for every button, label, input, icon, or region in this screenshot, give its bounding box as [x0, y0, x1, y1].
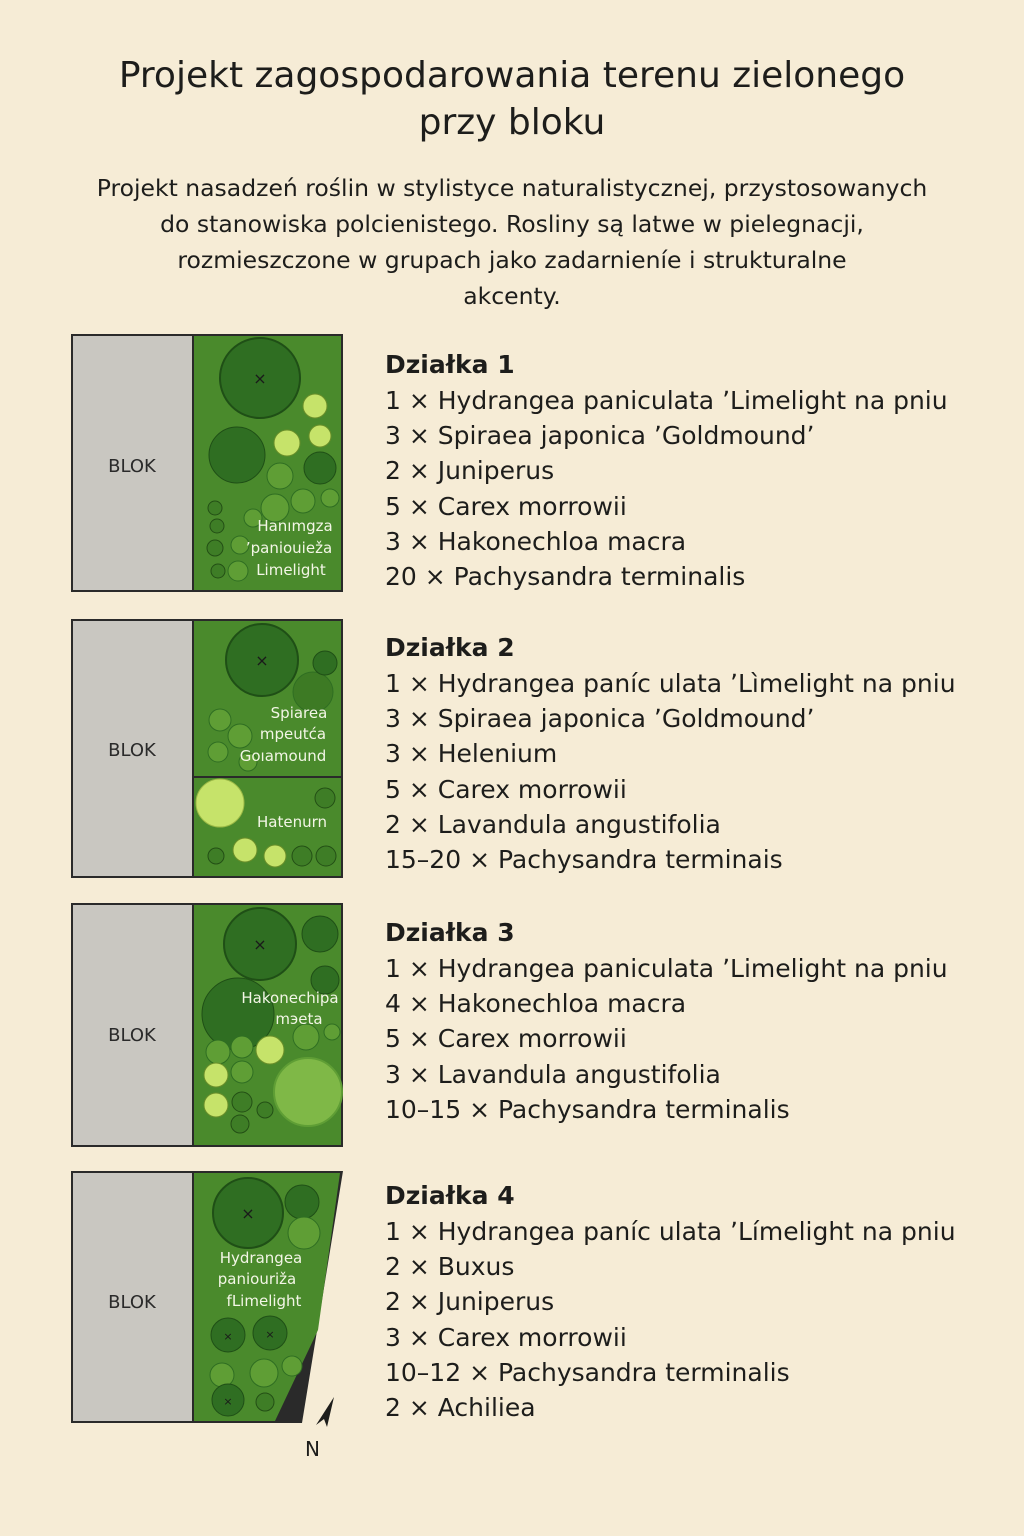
carex-clump [282, 1356, 302, 1376]
carex-clump [267, 463, 293, 489]
plant-item: 2 × Lavandula angustifolia [385, 809, 721, 839]
spiraea-shrub [309, 425, 331, 447]
plot-3-list [385, 915, 1005, 1127]
plot-4-plan [70, 1170, 346, 1424]
plant-item: 10–12 × Pachysandra terminalis [385, 1357, 790, 1387]
plant-item: 10–15 × Pachysandra terminalis [385, 1094, 790, 1124]
pachysandra [207, 540, 223, 556]
hakonechloa-clump [302, 916, 338, 952]
map-label: paniouriža [217, 1270, 297, 1288]
map-label: Hydrangea [219, 1249, 303, 1267]
lavandula [204, 1063, 228, 1087]
plant-item: 3 × Spiraea japonica ʼGoldmoundʼ [385, 421, 815, 451]
plant-item: 15–20 × Pachysandra terminais [385, 844, 783, 874]
carex-clump [324, 1024, 340, 1040]
plant-marker: × [223, 1395, 233, 1408]
intro-line: do stanowiska polcienistego. Rosliny są latwe w pielegnacji, [160, 210, 864, 238]
lavandula [231, 1061, 253, 1083]
plant-item: 1 × Hydrangea paníc ulata ʼLìmelight na pniu [385, 669, 956, 698]
carex-clump [321, 489, 339, 507]
plant-item: 2 × Achiliea [385, 1392, 536, 1422]
buxus-shrub [288, 1217, 320, 1249]
map-label: Goıamound [239, 747, 327, 765]
juniperus-shrub [209, 427, 265, 483]
carex-clump [228, 724, 252, 748]
pachysandra [211, 564, 225, 578]
plot-1-plan [70, 333, 346, 595]
carex-clump [209, 709, 231, 731]
plant-item: 1 × Hydrangea paniculata ʼLimelight na pniu [385, 954, 948, 983]
block-label: BLOK [108, 740, 156, 761]
juniperus-shrub [304, 452, 336, 484]
pachysandra [231, 1115, 249, 1133]
map-label: Hanımgza [257, 517, 333, 535]
spiraea-shrub [274, 430, 300, 456]
plot-2-map [70, 618, 346, 880]
tree-marker: × [253, 369, 267, 388]
plant-item: 5 × Carex morrowii [385, 491, 627, 521]
spiraea-shrub [303, 394, 327, 418]
pachysandra [316, 846, 336, 866]
plant-item: 20 × Pachysandra terminalis [385, 561, 746, 591]
block-label: BLOK [108, 1292, 156, 1313]
pachysandra [315, 788, 335, 808]
plant-item: 3 × Helenium [385, 739, 558, 769]
plot-heading: Działka 3 [385, 918, 515, 947]
plot-4-list [385, 1178, 1005, 1425]
plant-marker: × [223, 1330, 233, 1343]
helenium [196, 779, 244, 827]
plant-item: 3 × Hakonechloa macra [385, 526, 687, 556]
carex-clump [231, 1036, 253, 1058]
pachysandra-bed [274, 1058, 342, 1126]
plant-item: 5 × Carex morrowii [385, 774, 627, 804]
plant-item: 2 × Buxus [385, 1252, 515, 1282]
carex-clump [208, 742, 228, 762]
plot-3-plan [70, 902, 346, 1148]
pachysandra [232, 1092, 252, 1112]
block-label: BLOK [108, 456, 156, 477]
pachysandra [208, 848, 224, 864]
plant-item: 5 × Carex morrowii [385, 1024, 627, 1054]
plant-item: 1 × Hydrangea paníc ulata ʼLímelight na pniu [385, 1217, 956, 1246]
pachysandra [210, 519, 224, 533]
plot-2-plan [70, 618, 346, 880]
carex-clump [291, 489, 315, 513]
lavandula [233, 838, 257, 862]
pachysandra [292, 846, 312, 866]
carex-clump [206, 1040, 230, 1064]
map-label: Hatenurn [256, 813, 328, 831]
plant-item: 2 × Juniperus [385, 1287, 555, 1317]
map-label: Spiarea [270, 704, 328, 722]
plant-item: 3 × Lavandula angustifolia [385, 1059, 721, 1089]
intro-text [70, 170, 954, 314]
tree-marker: × [241, 1204, 255, 1223]
north-label: N [305, 1437, 320, 1461]
plot-heading: Działka 1 [385, 350, 515, 379]
map-label: fLimelight [226, 1292, 302, 1310]
lavandula [204, 1093, 228, 1117]
plant-item: 1 × Hydrangea paniculata ʼLimelight na pniu [385, 386, 948, 415]
pachysandra [208, 501, 222, 515]
plant-marker: × [265, 1328, 275, 1341]
carex-clump [250, 1359, 278, 1387]
tree-marker: × [253, 935, 267, 954]
plot-4-map [70, 1170, 346, 1424]
page-title: Projekt zagospodarowania terenu zielonego przy bloku [118, 55, 906, 143]
carex-clump [210, 1363, 234, 1387]
tree-marker: × [255, 651, 269, 670]
plant-item: 3 × Spiraea japonica ʼGoldmoundʼ [385, 704, 815, 734]
plot-heading: Działka 4 [385, 1181, 515, 1210]
plot-2-list [385, 630, 1005, 877]
intro-line: Projekt nasadzeń roślin w stylistyce naturalistycznej, przystosowanych [96, 174, 928, 202]
lavandula [264, 845, 286, 867]
intro-line: akcenty. [463, 282, 561, 310]
map-label: Hakonechipa [241, 989, 339, 1007]
plot-1-list [385, 347, 1005, 594]
plot-1-map [70, 333, 346, 595]
map-label: ʼpaniouieža [245, 539, 333, 557]
pachysandra [256, 1393, 274, 1411]
spiraea-shrub [313, 651, 337, 675]
plot-heading: Działka 2 [385, 633, 515, 662]
plot-3-map [70, 902, 346, 1148]
block-label: BLOK [108, 1025, 156, 1046]
plant-item: 4 × Hakonechloa macra [385, 989, 687, 1019]
map-label: Limelight [256, 561, 326, 579]
intro-line: rozmieszczone w grupach jako zadarnieníe i strukturalne [177, 246, 847, 274]
buxus-shrub [285, 1185, 319, 1219]
hakonechloa-clump [228, 561, 248, 581]
carex-clump [256, 1036, 284, 1064]
map-label: mэeta [275, 1010, 323, 1028]
map-label: mpeutća [259, 725, 327, 743]
plant-item: 2 × Juniperus [385, 456, 555, 486]
pachysandra [257, 1102, 273, 1118]
plant-item: 3 × Carex morrowii [385, 1322, 627, 1352]
